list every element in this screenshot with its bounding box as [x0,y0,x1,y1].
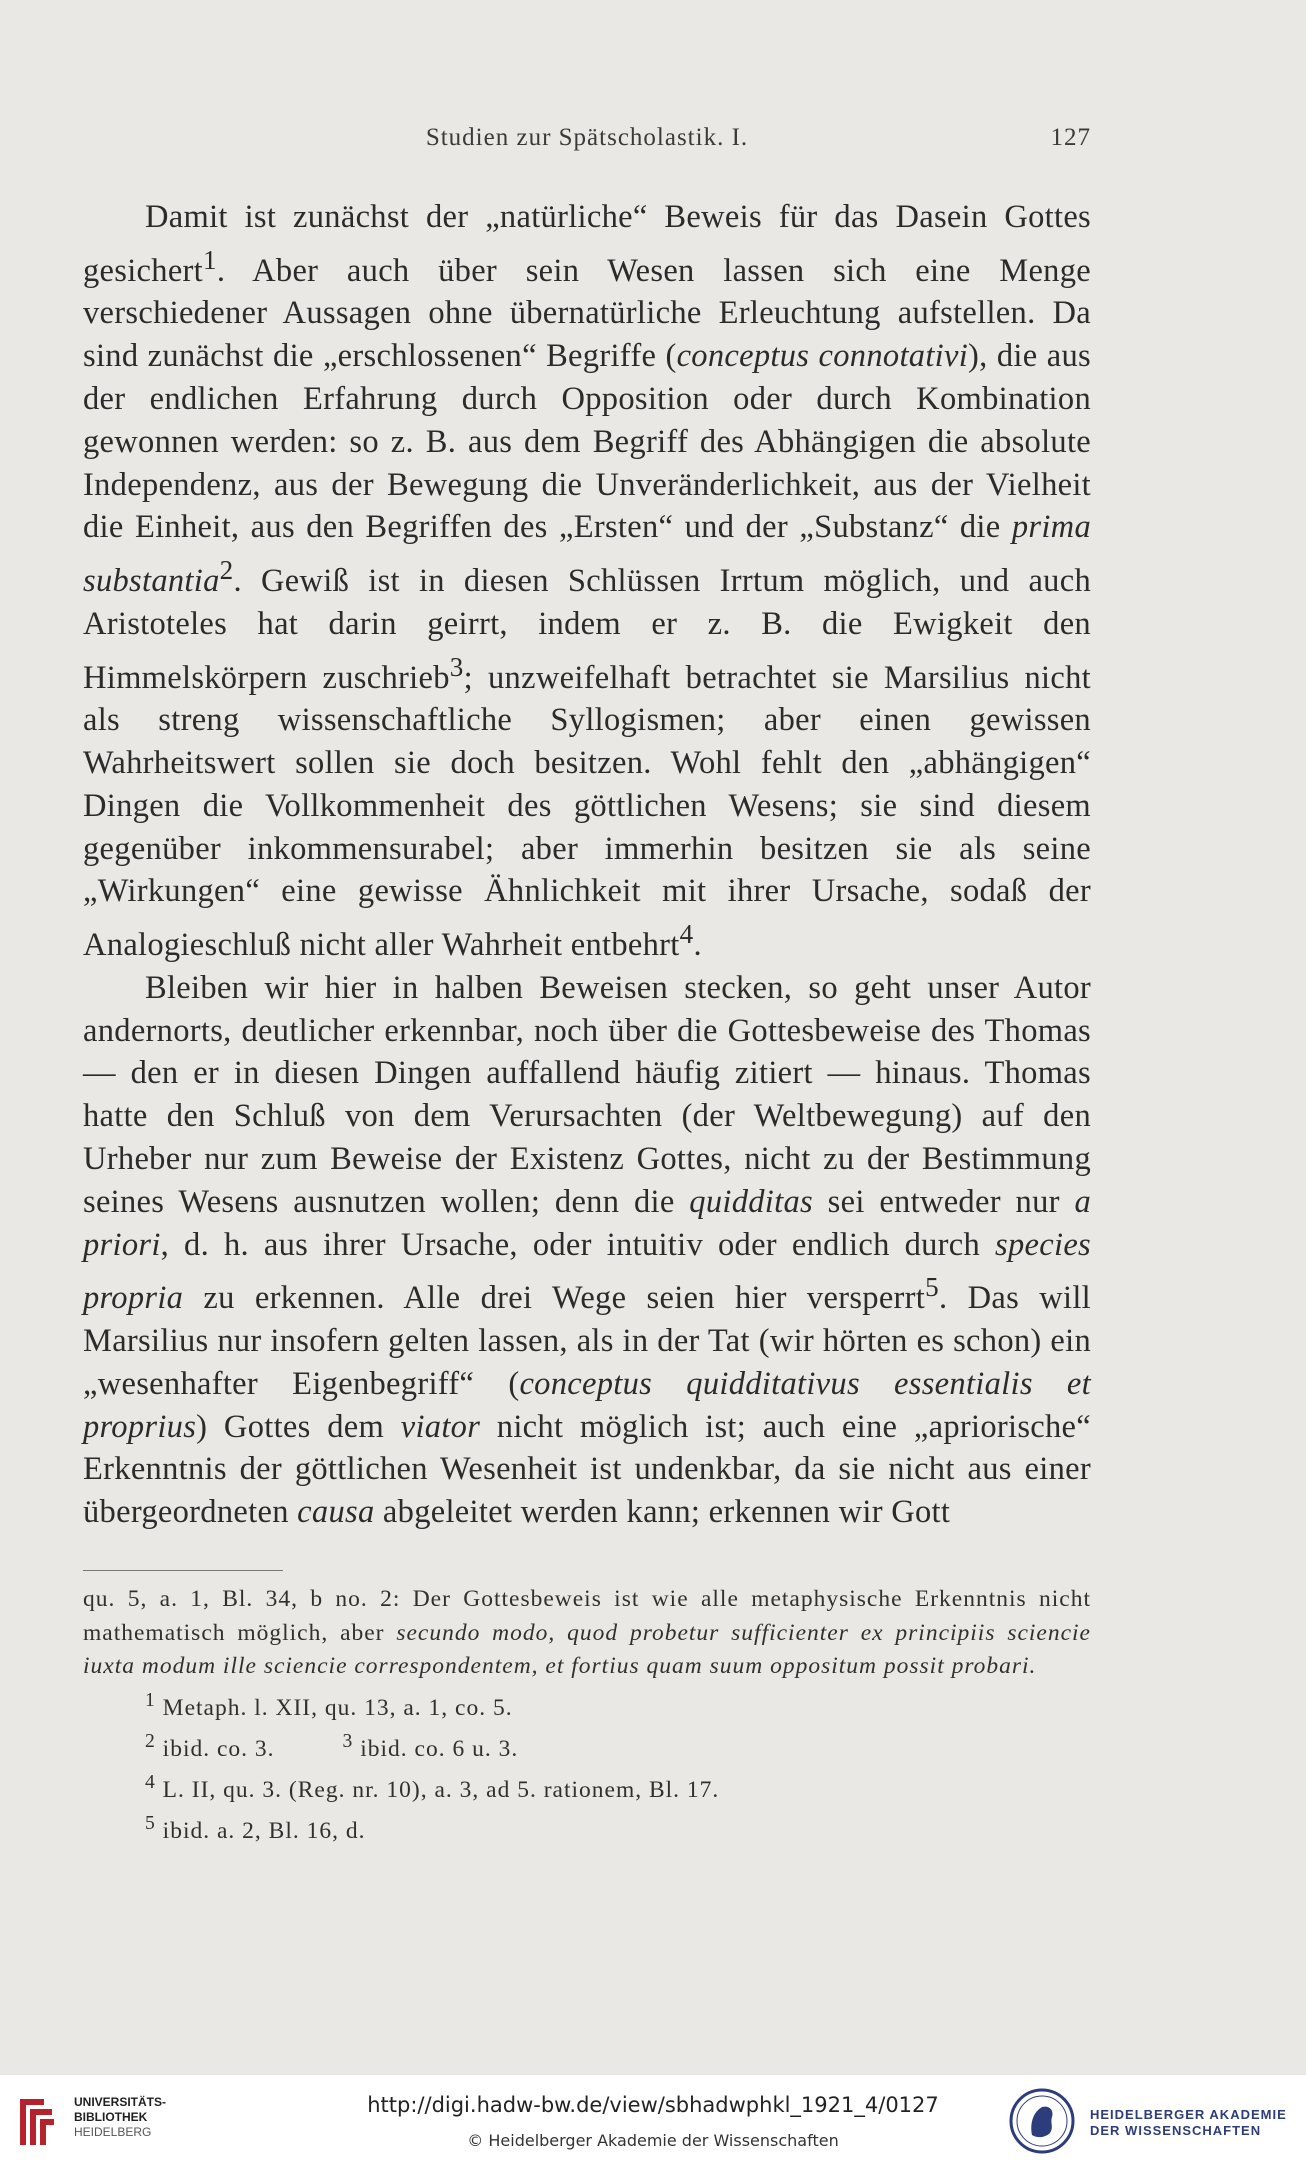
footnote-ref: 1 [203,244,217,275]
text-run: abgeleitet werden kann; erkennen wir Gott [374,1494,951,1531]
footnote-text: ibid. co. 6 u. 3. [360,1735,519,1762]
text-run: ), die aus der endlichen Erfahrung durch Opposition oder durch Kombination gewonnen werden: so z. B. aus dem Begriff des Abhängigen die absolute Independenz, aus der Bewegung die Unveränderlichkeit, aus der Vielheit die Einheit, aus den Begriffen des „Ersten“ und der „Substanz“ die [83,338,1091,546]
permalink-url[interactable]: http://digi.hadw-bw.de/view/sbhadwphkl_1921_4/0127 [367,2093,939,2117]
italic-term: quidditas [689,1183,813,1220]
footnote-number: 5 [145,1813,156,1835]
footnote-text: L. II, qu. 3. (Reg. nr. 10), a. 3, ad 5. rationem, Bl. 17. [162,1776,720,1803]
footnote-ref: 4 [679,919,694,950]
library-city-line: HEIDELBERG [74,2125,152,2139]
italic-term: species propria [83,1226,1091,1317]
footnotes [83,1583,1091,1849]
footnote-ref: 2 [219,555,234,586]
academy-seal-icon [1008,2087,1076,2155]
academy-logo-text [1090,2107,1287,2139]
footnote-4 [83,1766,1091,1807]
italic-term: conceptus quidditativus essentialis et proprius [83,1365,1091,1445]
running-head [83,124,1091,162]
italic-term: prima substantia [83,509,1091,600]
italic-quote: secundo modo, quod probetur sufficienter ex principiis sciencie iuxta modum ille sciencie correspondentem, et fortius quam suum oppositum possit probari. [83,1619,1091,1679]
footnote-text: Metaph. l. XII, qu. 13, a. 1, co. 5. [162,1694,513,1721]
italic-term: conceptus connotativi [676,338,969,375]
text-run: . [693,927,702,964]
viewer-footer [0,2075,1306,2169]
italic-term: viator [400,1408,481,1445]
text-run: qu. 5, a. 1, Bl. 34, b no. 2: Der Gottesbeweis ist wie alle metaphysische Erkenntnis nicht mathematisch möglich, aber [83,1586,1091,1646]
library-name-line: UNIVERSITÄTS- [74,2095,167,2109]
footnote-continuation [83,1583,1091,1684]
text-run: Bleiben wir hier in halben Beweisen stecken, so geht unser Autor andernorts, deutlicher erkennbar, noch über die Gottesbeweise des Thomas — den er in diesen Dingen auffallend häufig zitiert — hinaus. Thomas hatte den Schluß von dem Verursachten (der Weltbewegung) auf den Urheber nur zum Beweise der Existenz Gottes, nicht zu der Bestimmung seines Wesens ausnutzen wollen; denn die [83,969,1091,1220]
footnote-number: 2 [145,1730,156,1752]
italic-term: a priori [83,1183,1091,1263]
footnote-number: 4 [145,1772,156,1794]
text-run: Damit ist zunächst der „natürliche“ Beweis für das Dasein Gottes gesichert [83,199,1091,289]
text-run: ; unzweifelhaft betrachtet sie Marsilius nicht als streng wissenschaftliche Syllogismen; aber einen gewissen Wahrheitswert sollen sie doch besitzen. Wohl fehlt den „abhängigen“ Dingen die Vollkommenheit des göttlichen Wesens; sie sind diesem gegenüber inkommensurabel; aber immerhin besitzen sie als seine „Wirkungen“ eine gewisse Ähnlichkeit mit ihrer Ursache, sodaß der Analogieschluß nicht aller Wahrheit entbehrt [83,659,1091,964]
footnote-1 [83,1684,1091,1725]
text-run: . Aber auch über sein Wesen lassen sich eine Menge verschiedener Aussagen ohne übernatürliche Erleuchtung aufstellen. Da sind zunächst die „erschlossenen“ Begriffe ( [83,252,1091,375]
footnote-number: 3 [342,1730,354,1752]
footnote-number: 1 [145,1689,156,1711]
text-run: ) Gottes dem [196,1408,401,1445]
footnote-2-3 [83,1725,1091,1766]
footnote-5 [83,1807,1091,1848]
page-number: 127 [1050,124,1091,151]
text-run: . Gewiß ist in diesen Schlüssen Irrtum möglich, und auch Aristoteles hat darin geirrt, indem er z. B. die Ewigkeit den Himmelskörpern zuschrieb [83,563,1091,696]
paragraph [83,967,1091,1534]
footnote-ref: 5 [925,1272,939,1303]
academy-name-line: DER WISSENSCHAFTEN [1090,2123,1262,2138]
library-name-line: BIBLIOTHEK [74,2110,148,2124]
text-run: . Das will Marsilius nur insofern gelten lassen, als in der Tat (wir hörten es schon) ein „wesenhafter Eigenbegriff“ ( [83,1280,1091,1402]
academy-logo[interactable] [1008,2087,1302,2157]
text-run: , d. h. aus ihrer Ursache, oder intuitiv oder endlich durch [160,1226,996,1263]
body-text [83,196,1091,1534]
italic-term: causa [297,1494,375,1531]
footnote-text: ibid. a. 2, Bl. 16, d. [162,1818,366,1845]
copyright-notice: © Heidelberger Akademie der Wissenschaften [467,2131,839,2150]
academy-name-line: HEIDELBERGER AKADEMIE [1090,2107,1287,2122]
text-run: sei entweder nur [812,1183,1075,1220]
text-run: zu erkennen. Alle drei Wege seien hier versperrt [183,1280,926,1317]
footnote-text: ibid. co. 3. [162,1735,275,1762]
footnote-divider [83,1570,283,1571]
footnote-ref: 3 [449,651,464,682]
text-run: nicht möglich ist; auch eine „apriorische“ Erkenntnis der göttlichen Wesenheit ist undenkbar, da sie nicht aus einer übergeordneten [83,1408,1092,1531]
paragraph [83,196,1091,967]
running-title: Studien zur Spätscholastik. I. [425,124,749,151]
